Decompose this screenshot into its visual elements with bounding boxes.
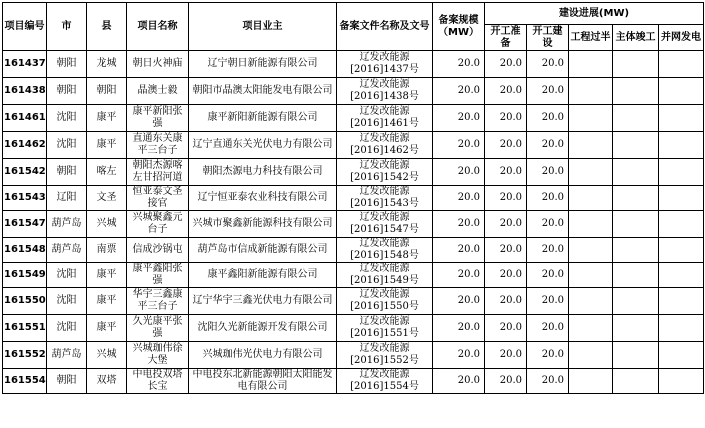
cell-progress-prep: 20.0 <box>485 342 527 369</box>
cell-progress-grid <box>659 315 704 342</box>
cell-scale: 20.0 <box>433 315 485 342</box>
cell-project-no: 161548 <box>3 238 47 263</box>
cell-progress-prep: 20.0 <box>485 288 527 315</box>
cell-progress-main <box>613 132 659 159</box>
cell-progress-start: 20.0 <box>527 342 569 369</box>
cell-progress-main <box>613 369 659 394</box>
cell-project-no: 161550 <box>3 288 47 315</box>
cell-progress-main <box>613 51 659 78</box>
cell-county: 朝阳 <box>87 78 127 105</box>
table-row <box>3 342 704 369</box>
cell-scale: 20.0 <box>433 288 485 315</box>
cell-project-no: 161554 <box>3 369 47 394</box>
cell-city: 朝阳 <box>47 51 87 78</box>
cell-progress-main <box>613 288 659 315</box>
cell-project-no: 161543 <box>3 186 47 211</box>
cell-project-no: 161552 <box>3 342 47 369</box>
cell-progress-grid <box>659 211 704 238</box>
cell-filing-doc: 辽发改能源[2016]1461号 <box>337 105 433 132</box>
cell-county: 康平 <box>87 263 127 288</box>
cell-project-name: 华宇三鑫康平三台子 <box>127 288 189 315</box>
cell-city: 沈阳 <box>47 263 87 288</box>
cell-project-name: 中电投双塔长宝 <box>127 369 189 394</box>
cell-project-no: 161551 <box>3 315 47 342</box>
cell-progress-grid <box>659 186 704 211</box>
table-row <box>3 238 704 263</box>
cell-progress-prep: 20.0 <box>485 132 527 159</box>
cell-progress-grid <box>659 342 704 369</box>
table-row <box>3 369 704 394</box>
cell-progress-half <box>569 186 613 211</box>
cell-progress-half <box>569 238 613 263</box>
cell-progress-half <box>569 78 613 105</box>
cell-owner: 康平新阳新能源有限公司 <box>189 105 337 132</box>
cell-county: 康平 <box>87 105 127 132</box>
cell-city: 朝阳 <box>47 369 87 394</box>
cell-scale: 20.0 <box>433 342 485 369</box>
header-progress-main: 主体竣工 <box>613 25 659 51</box>
cell-owner: 朝阳市晶澳太阳能发电有限公司 <box>189 78 337 105</box>
cell-owner: 康平鑫阳新能源有限公司 <box>189 263 337 288</box>
header-scale: 备案规模（MW） <box>433 3 485 51</box>
cell-project-name: 久光康平张强 <box>127 315 189 342</box>
cell-scale: 20.0 <box>433 186 485 211</box>
table-row <box>3 288 704 315</box>
table-row <box>3 315 704 342</box>
cell-county: 龙城 <box>87 51 127 78</box>
table-row <box>3 78 704 105</box>
cell-owner: 沈阳久光新能源开发有限公司 <box>189 315 337 342</box>
cell-progress-main <box>613 159 659 186</box>
cell-progress-grid <box>659 105 704 132</box>
cell-progress-half <box>569 315 613 342</box>
cell-filing-doc: 辽发改能源[2016]1437号 <box>337 51 433 78</box>
cell-progress-main <box>613 238 659 263</box>
cell-county: 康平 <box>87 315 127 342</box>
table-row <box>3 105 704 132</box>
cell-progress-start: 20.0 <box>527 263 569 288</box>
header-progress-prep: 开工准备 <box>485 25 527 51</box>
header-filing-doc: 备案文件名称及文号 <box>337 3 433 51</box>
project-table <box>2 2 704 394</box>
cell-city: 沈阳 <box>47 315 87 342</box>
cell-project-name: 晶澳士毅 <box>127 78 189 105</box>
cell-progress-grid <box>659 78 704 105</box>
cell-filing-doc: 辽发改能源[2016]1549号 <box>337 263 433 288</box>
table-row <box>3 211 704 238</box>
cell-progress-start: 20.0 <box>527 186 569 211</box>
table-row <box>3 51 704 78</box>
cell-project-name: 兴城珈伟徐大堡 <box>127 342 189 369</box>
cell-project-name: 直通东关康平三台子 <box>127 132 189 159</box>
cell-progress-start: 20.0 <box>527 369 569 394</box>
cell-city: 葫芦岛 <box>47 238 87 263</box>
cell-project-name: 康平鑫阳张强 <box>127 263 189 288</box>
cell-filing-doc: 辽发改能源[2016]1548号 <box>337 238 433 263</box>
cell-county: 兴城 <box>87 342 127 369</box>
cell-progress-start: 20.0 <box>527 132 569 159</box>
cell-county: 双塔 <box>87 369 127 394</box>
cell-filing-doc: 辽发改能源[2016]1543号 <box>337 186 433 211</box>
cell-city: 沈阳 <box>47 132 87 159</box>
cell-project-name: 康平新阳张强 <box>127 105 189 132</box>
cell-city: 葫芦岛 <box>47 342 87 369</box>
cell-scale: 20.0 <box>433 51 485 78</box>
table-row <box>3 186 704 211</box>
cell-progress-prep: 20.0 <box>485 78 527 105</box>
cell-county: 喀左 <box>87 159 127 186</box>
cell-progress-half <box>569 263 613 288</box>
header-progress: 建设进展(MW) <box>485 3 704 25</box>
cell-progress-grid <box>659 369 704 394</box>
cell-project-no: 161438 <box>3 78 47 105</box>
header-owner: 项目业主 <box>189 3 337 51</box>
cell-progress-prep: 20.0 <box>485 211 527 238</box>
cell-city: 葫芦岛 <box>47 211 87 238</box>
cell-county: 兴城 <box>87 211 127 238</box>
cell-progress-prep: 20.0 <box>485 238 527 263</box>
cell-scale: 20.0 <box>433 105 485 132</box>
cell-progress-start: 20.0 <box>527 288 569 315</box>
cell-progress-half <box>569 51 613 78</box>
cell-progress-start: 20.0 <box>527 78 569 105</box>
cell-progress-half <box>569 342 613 369</box>
cell-filing-doc: 辽发改能源[2016]1438号 <box>337 78 433 105</box>
cell-progress-prep: 20.0 <box>485 105 527 132</box>
cell-scale: 20.0 <box>433 159 485 186</box>
cell-county: 南票 <box>87 238 127 263</box>
table-body <box>3 51 704 394</box>
cell-county: 康平 <box>87 288 127 315</box>
cell-progress-grid <box>659 159 704 186</box>
cell-owner: 兴城市聚鑫新能源科技有限公司 <box>189 211 337 238</box>
cell-city: 沈阳 <box>47 105 87 132</box>
cell-owner: 辽宁直通东关光伏电力有限公司 <box>189 132 337 159</box>
cell-project-name: 兴城聚鑫元台子 <box>127 211 189 238</box>
cell-progress-start: 20.0 <box>527 238 569 263</box>
cell-project-no: 161462 <box>3 132 47 159</box>
cell-progress-prep: 20.0 <box>485 315 527 342</box>
cell-filing-doc: 辽发改能源[2016]1462号 <box>337 132 433 159</box>
cell-city: 朝阳 <box>47 78 87 105</box>
cell-project-no: 161461 <box>3 105 47 132</box>
cell-progress-half <box>569 369 613 394</box>
cell-county: 康平 <box>87 132 127 159</box>
cell-progress-prep: 20.0 <box>485 263 527 288</box>
cell-progress-start: 20.0 <box>527 159 569 186</box>
cell-progress-prep: 20.0 <box>485 186 527 211</box>
cell-progress-main <box>613 78 659 105</box>
header-city: 市 <box>47 3 87 51</box>
cell-filing-doc: 辽发改能源[2016]1552号 <box>337 342 433 369</box>
cell-owner: 辽宁华宇三鑫光伏电力有限公司 <box>189 288 337 315</box>
cell-progress-half <box>569 211 613 238</box>
cell-filing-doc: 辽发改能源[2016]1550号 <box>337 288 433 315</box>
table-row <box>3 263 704 288</box>
cell-owner: 辽宁朝日新能源有限公司 <box>189 51 337 78</box>
header-progress-start: 开工建设 <box>527 25 569 51</box>
cell-project-no: 161547 <box>3 211 47 238</box>
cell-progress-start: 20.0 <box>527 51 569 78</box>
cell-scale: 20.0 <box>433 263 485 288</box>
cell-project-no: 161542 <box>3 159 47 186</box>
cell-progress-half <box>569 288 613 315</box>
cell-progress-grid <box>659 288 704 315</box>
cell-progress-start: 20.0 <box>527 105 569 132</box>
cell-scale: 20.0 <box>433 78 485 105</box>
header-progress-grid: 并网发电 <box>659 25 704 51</box>
cell-progress-main <box>613 105 659 132</box>
cell-progress-half <box>569 105 613 132</box>
cell-progress-half <box>569 132 613 159</box>
cell-county: 文圣 <box>87 186 127 211</box>
cell-city: 沈阳 <box>47 288 87 315</box>
cell-progress-grid <box>659 51 704 78</box>
cell-filing-doc: 辽发改能源[2016]1547号 <box>337 211 433 238</box>
cell-progress-half <box>569 159 613 186</box>
cell-project-no: 161437 <box>3 51 47 78</box>
table-row <box>3 132 704 159</box>
cell-city: 辽阳 <box>47 186 87 211</box>
cell-project-name: 朝日火神庙 <box>127 51 189 78</box>
cell-scale: 20.0 <box>433 132 485 159</box>
cell-progress-main <box>613 186 659 211</box>
table-row <box>3 159 704 186</box>
cell-project-no: 161549 <box>3 263 47 288</box>
cell-filing-doc: 辽发改能源[2016]1551号 <box>337 315 433 342</box>
cell-scale: 20.0 <box>433 211 485 238</box>
cell-progress-grid <box>659 238 704 263</box>
cell-city: 朝阳 <box>47 159 87 186</box>
header-progress-half: 工程过半 <box>569 25 613 51</box>
cell-progress-main <box>613 211 659 238</box>
cell-filing-doc: 辽发改能源[2016]1542号 <box>337 159 433 186</box>
cell-project-name: 朝阳杰源喀左甘招河道 <box>127 159 189 186</box>
cell-progress-main <box>613 315 659 342</box>
cell-progress-prep: 20.0 <box>485 51 527 78</box>
cell-progress-main <box>613 342 659 369</box>
header-row-1 <box>3 3 704 25</box>
cell-progress-start: 20.0 <box>527 315 569 342</box>
cell-filing-doc: 辽发改能源[2016]1554号 <box>337 369 433 394</box>
cell-owner: 辽宁恒亚泰农业科技有限公司 <box>189 186 337 211</box>
cell-progress-grid <box>659 132 704 159</box>
cell-owner: 兴城珈伟光伏电力有限公司 <box>189 342 337 369</box>
cell-progress-main <box>613 263 659 288</box>
cell-scale: 20.0 <box>433 369 485 394</box>
cell-progress-grid <box>659 263 704 288</box>
cell-progress-start: 20.0 <box>527 211 569 238</box>
cell-owner: 中电投东北新能源朝阳太阳能发电有限公司 <box>189 369 337 394</box>
cell-project-name: 信成沙锅屯 <box>127 238 189 263</box>
cell-progress-prep: 20.0 <box>485 159 527 186</box>
cell-scale: 20.0 <box>433 238 485 263</box>
header-project-no: 项目编号 <box>3 3 47 51</box>
cell-owner: 葫芦岛市信成新能源有限公司 <box>189 238 337 263</box>
header-county: 县 <box>87 3 127 51</box>
header-project-name: 项目名称 <box>127 3 189 51</box>
cell-progress-prep: 20.0 <box>485 369 527 394</box>
cell-project-name: 恒亚泰文圣接官 <box>127 186 189 211</box>
cell-owner: 朝阳杰源电力科技有限公司 <box>189 159 337 186</box>
